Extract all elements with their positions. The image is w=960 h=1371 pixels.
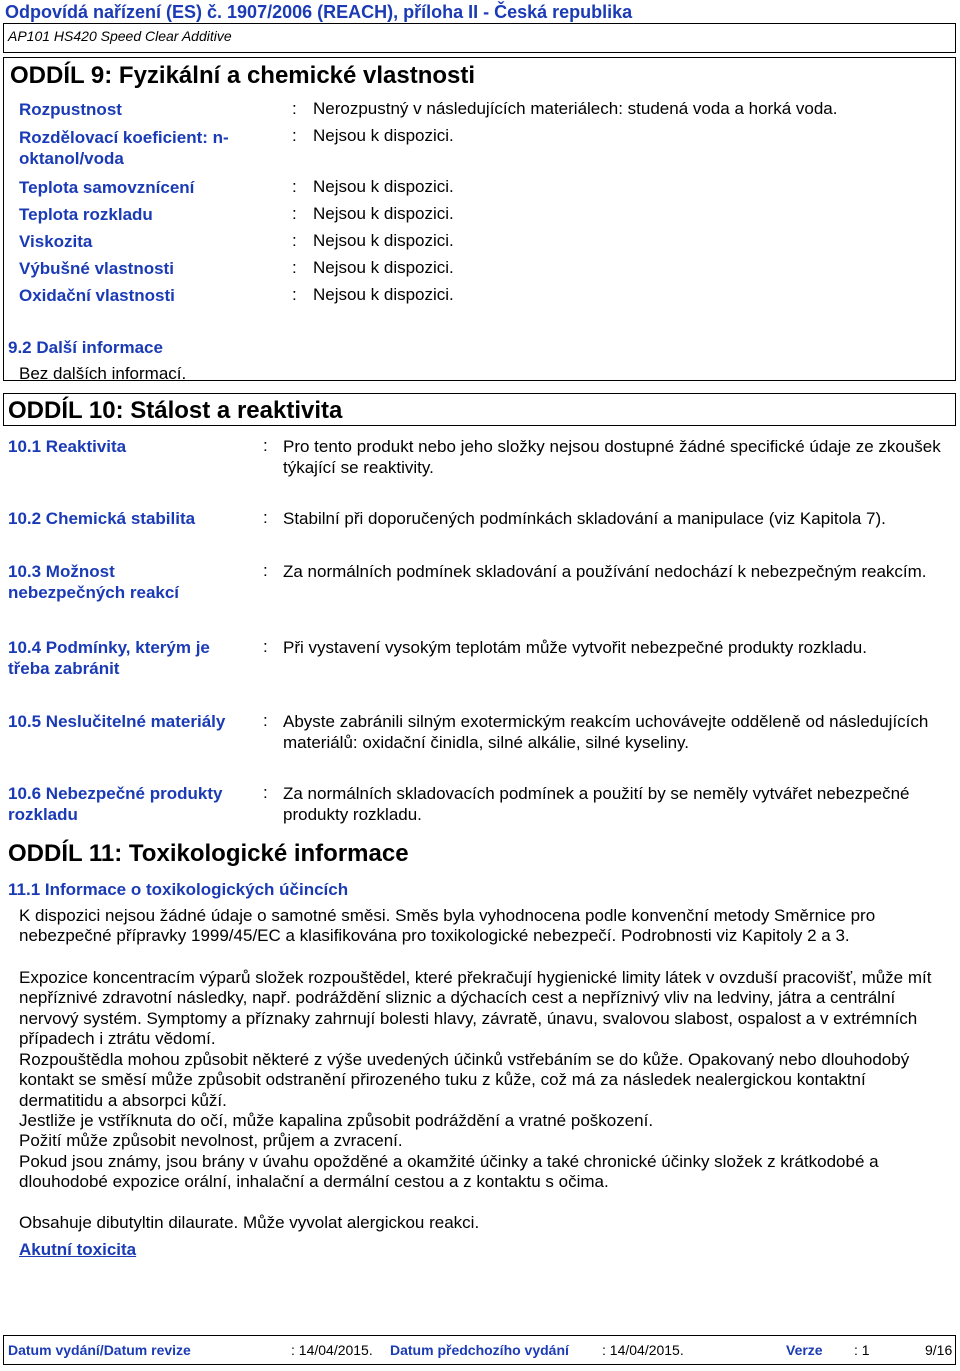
property-colon: : bbox=[292, 177, 297, 196]
property-label: Viskozita bbox=[19, 232, 93, 251]
property-label: Teplota rozkladu bbox=[19, 205, 153, 224]
product-name: AP101 HS420 Speed Clear Additive bbox=[8, 28, 232, 44]
decomposition-products-label: 10.6 Nebezpečné produkty rozkladu bbox=[8, 784, 223, 824]
hazardous-reactions-label: 10.3 Možnost nebezpečných reakcí bbox=[8, 562, 180, 602]
property-colon: : bbox=[292, 231, 297, 250]
section-9-title: ODDÍL 9: Fyzikální a chemické vlastnosti bbox=[10, 62, 476, 89]
property-value: Nejsou k dispozici. bbox=[313, 177, 454, 196]
document-header-title: Odpovídá nařízení (ES) č. 1907/2006 (REACH), příloha II - Česká republika bbox=[5, 2, 633, 22]
property-value: Nejsou k dispozici. bbox=[313, 126, 454, 145]
property-value: Nejsou k dispozici. bbox=[313, 258, 454, 277]
decomposition-products-value: Za normálních skladovacích podmínek a použití by se neměly vytvářet nebezpečné produkty rozkladu. bbox=[283, 784, 910, 824]
property-colon: : bbox=[292, 258, 297, 277]
property-colon: : bbox=[292, 126, 297, 145]
footer-previous-label: Datum předchozího vydání bbox=[390, 1342, 569, 1358]
acute-toxicity-link[interactable]: Akutní toxicita bbox=[19, 1240, 137, 1259]
hazardous-reactions-value: Za normálních podmínek skladování a používání nedochází k nebezpečným reakcím. bbox=[283, 562, 927, 581]
property-value: Nerozpustný v následujících materiálech: studená voda a horká voda. bbox=[313, 99, 838, 118]
toxicology-paragraph: Obsahuje dibutyltin dilaurate. Může vyvolat alergickou reakci. bbox=[19, 1213, 480, 1232]
property-value: Nejsou k dispozici. bbox=[313, 285, 454, 304]
property-value: Nejsou k dispozici. bbox=[313, 204, 454, 223]
toxicology-paragraph: Požití může způsobit nevolnost, průjem a zvracení. bbox=[19, 1131, 403, 1150]
conditions-to-avoid-label: 10.4 Podmínky, kterým je třeba zabránit bbox=[8, 638, 210, 678]
section-11-title: ODDÍL 11: Toxikologické informace bbox=[8, 840, 409, 867]
chemical-stability-value: Stabilní při doporučených podmínkách skladování a manipulace (viz Kapitola 7). bbox=[283, 509, 886, 528]
conditions-to-avoid-value: Při vystavení vysokým teplotám může vytvořit nebezpečné produkty rozkladu. bbox=[283, 638, 867, 657]
property-colon: : bbox=[292, 204, 297, 223]
chemical-stability-colon: : bbox=[263, 508, 268, 527]
property-label: Teplota samovznícení bbox=[19, 178, 195, 197]
property-label: Rozpustnost bbox=[19, 100, 122, 119]
decomposition-products-colon: : bbox=[263, 783, 268, 802]
toxicology-paragraph: K dispozici nejsou žádné údaje o samotné směsi. Směs byla vyhodnocena podle konvenční metody Směrnice pro nebezpečné přípravky 1999/45/EC a klasifikována pro toxikologické nebezpečí. Podrobnosti viz Kapitoly 2 a 3. bbox=[19, 906, 876, 946]
property-label: Rozdělovací koeficient: n-oktanol/voda bbox=[19, 128, 229, 168]
toxicology-paragraph: Jestliže je vstříknuta do očí, může kapalina způsobit podráždění a vratné poškození. bbox=[19, 1111, 654, 1130]
property-colon: : bbox=[292, 99, 297, 118]
property-label: Oxidační vlastnosti bbox=[19, 286, 175, 305]
property-label: Výbušné vlastnosti bbox=[19, 259, 174, 278]
footer-version-value: : 1 bbox=[854, 1342, 870, 1358]
chemical-stability-label: 10.2 Chemická stabilita bbox=[8, 509, 196, 528]
incompatible-materials-colon: : bbox=[263, 711, 268, 730]
footer-issue-label: Datum vydání/Datum revize bbox=[8, 1342, 191, 1358]
incompatible-materials-value: Abyste zabránili silným exotermickým reakcím uchovávejte odděleně od následujících materiálů: oxidační činidla, silné alkálie, silné kyseliny. bbox=[283, 712, 929, 752]
footer-version-label: Verze bbox=[786, 1342, 823, 1358]
conditions-to-avoid-colon: : bbox=[263, 637, 268, 656]
subsection-9-2-title: 9.2 Další informace bbox=[8, 338, 163, 357]
toxicology-paragraph: Rozpouštědla mohou způsobit některé z výše uvedených účinků vstřebáním se do kůže. Opakovaný nebo dlouhodobý kontakt se směsí může způsobit odstranění přirozeného tuku z kůže, což má za následek nealergickou kontaktní dermatitidu a absorpci kůží. bbox=[19, 1050, 910, 1110]
footer-issue-value: : 14/04/2015. bbox=[291, 1342, 373, 1358]
hazardous-reactions-colon: : bbox=[263, 561, 268, 580]
section-10-title: ODDÍL 10: Stálost a reaktivita bbox=[8, 397, 343, 424]
footer-previous-value: : 14/04/2015. bbox=[602, 1342, 684, 1358]
property-colon: : bbox=[292, 285, 297, 304]
footer-page-number: 9/16 bbox=[925, 1342, 953, 1358]
reactivity-colon: : bbox=[263, 436, 268, 455]
subsection-9-2-text: Bez dalších informací. bbox=[19, 364, 187, 383]
reactivity-label: 10.1 Reaktivita bbox=[8, 437, 127, 456]
toxicology-paragraph: Expozice koncentracím výparů složek rozpouštědel, které překračují hygienické limity látek v ovzduší pracovišť, může mít nepříznivé zdravotní následky, např. podráždění sliznic a dýchacích cest a nepříznivý vliv na ledviny, játra a centrální nervový systém. Symptomy a příznaky zahrnují bolesti hlavy, závratě, únavu, svalovou slabost, ospalost a v extrémních případech i ztrátu vědomí. bbox=[19, 968, 932, 1048]
property-value: Nejsou k dispozici. bbox=[313, 231, 454, 250]
reactivity-value: Pro tento produkt nebo jeho složky nejsou dostupné žádné specifické údaje ze zkoušek týkající se reaktivity. bbox=[283, 437, 941, 477]
incompatible-materials-label: 10.5 Neslučitelné materiály bbox=[8, 712, 226, 731]
subsection-11-1-title: 11.1 Informace o toxikologických účincích bbox=[8, 880, 349, 899]
toxicology-paragraph: Pokud jsou známy, jsou brány v úvahu opožděné a okamžité účinky a také chronické účinky složek z krátkodobé a dlouhodobé expozice orální, inhalační a dermální cestou a z kontaktu s očima. bbox=[19, 1152, 879, 1192]
